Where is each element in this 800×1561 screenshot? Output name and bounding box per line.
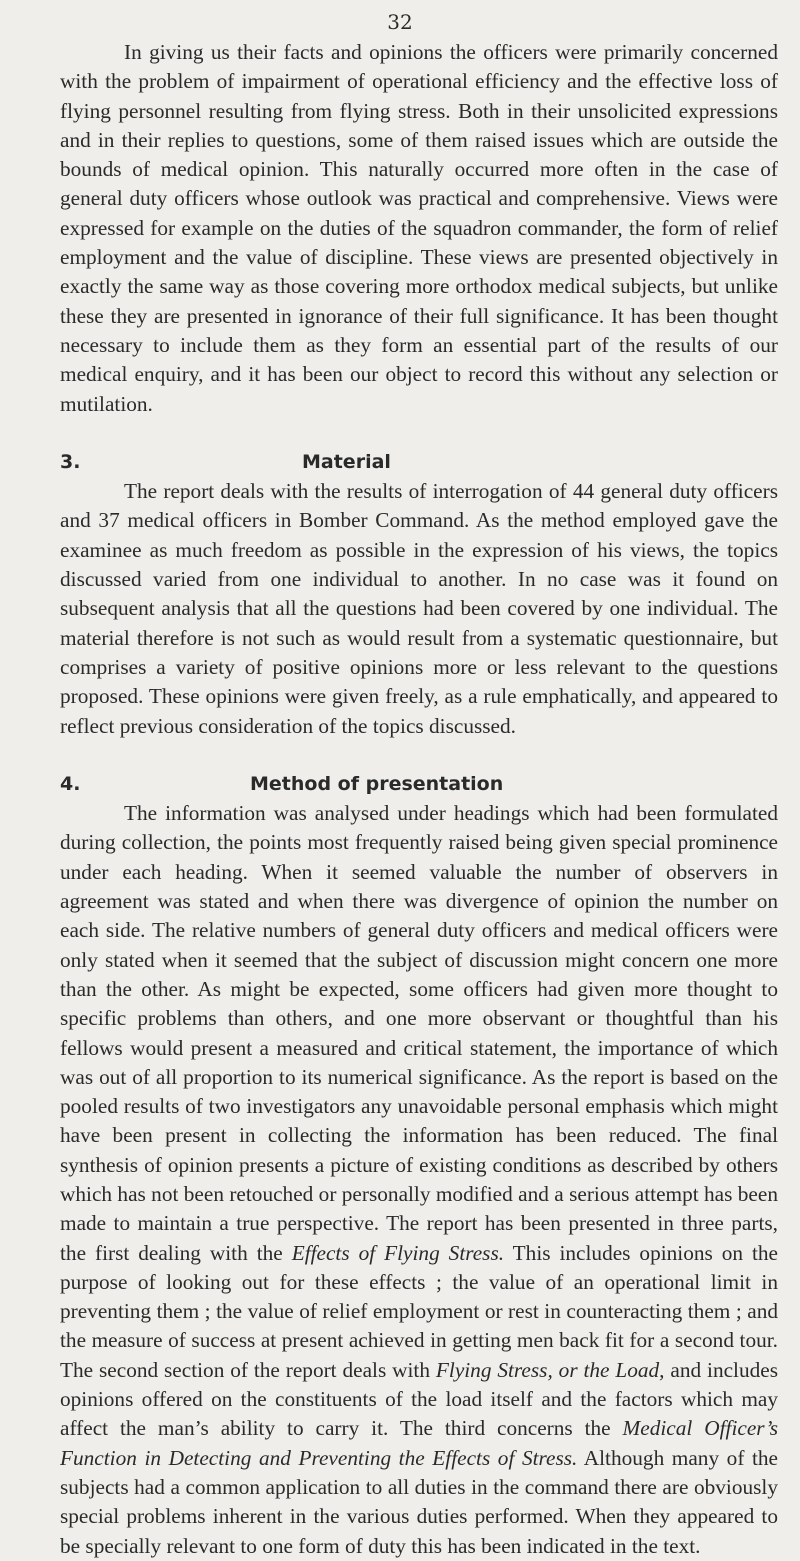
method-text-1: The information was analysed under headings which had been formulated during collection, the points most frequently raised being given special prominence under each heading. When it seemed valuable the number of observers in agreement was stated and when there was divergence of opinion the number on each side. The relative numbers of general duty officers and medical officers were only stated when it seemed that the subject of discussion might concern one more than the other. As might be expected, some officers had given more thought to specific problems than others, and one more observant or thoughtful than his fellows would present a measured and critical statement, the importance of which was out of all proportion to its numerical significance. As the report is based on the pooled results of two investigators any unavoidable personal emphasis which might have been present in collecting the information has been reduced. The final synthesis of opinion presents a picture of existing conditions as described by others which has not been retouched or personally modified and a serious attempt has been made to maintain a true perspective. The report has been presented in three parts, the first dealing with the xyxy=(60,801,778,1265)
section-heading-material xyxy=(60,448,778,477)
method-text-2: This includes opinions on the purpose of looking out for these effects ; the value of an operational limit in preventing them ; the value of relief employment or rest in counteracting them ; and the measure of success at present achieved in getting men back fit for a second tour. The second section of the report deals with xyxy=(60,1240,779,1382)
section-number: 3. xyxy=(60,450,81,473)
section-title: Method of presentation xyxy=(250,772,504,795)
method-text-3: and includes opinions offered on the constituents of the load itself and the factors which may affect the man’s ability to carry it. The third concerns the xyxy=(60,1357,779,1441)
page-number: 32 xyxy=(387,10,413,34)
section-title: Material xyxy=(302,450,391,473)
method-paragraph xyxy=(60,799,778,1561)
section-number: 4. xyxy=(60,772,81,795)
load-title: Flying Stress, or the Load, xyxy=(435,1357,665,1382)
method-text-4: Although many of the subjects had a common application to all duties in the command there are obviously special problems inherent in the various duties performed. When they appeared to be specially relevant to one form of duty this has been indicated in the text. xyxy=(60,1445,778,1558)
effects-title: Effects of Flying Stress. xyxy=(291,1240,505,1265)
page-body xyxy=(60,38,778,1561)
material-paragraph: The report deals with the results of interrogation of 44 general duty officers and 37 medical officers in Bomber Command. As the method employed gave the examinee as much freedom as possible in the expression of his views, the topics discussed varied from one individual to another. In no case was it found on subsequent analysis that all the questions had been covered by one individual. The material therefore is not such as would result from a systematic questionnaire, but comprises a variety of positive opinions more or less relevant to the questions proposed. These opinions were given freely, as a rule emphatically, and appeared to reflect previous consideration of the topics discussed. xyxy=(60,479,778,738)
intro-paragraph: In giving us their facts and opinions the officers were primarily concerned with the problem of impairment of operational efficiency and the effective loss of flying personnel resulting from flying stress. Both in their unsolicited expressions and in their replies to questions, some of them raised issues which are outside the bounds of medical opinion. This naturally occurred more often in the case of general duty officers whose outlook was practical and comprehensive. Views were expressed for example on the duties of the squadron commander, the form of relief employment and the value of discipline. These views are presented objectively in exactly the same way as those covering more orthodox medical subjects, but unlike these they are presented in ignorance of their full significance. It has been thought necessary to include them as they form an essential part of the results of our medical enquiry, and it has been our object to record this without any selection or mutilation. xyxy=(60,40,778,416)
medical-officer-title: Medical Officer’s Function in Detecting and Preventing the Effects of Stress. xyxy=(60,1416,778,1470)
section-heading-method xyxy=(60,770,778,799)
